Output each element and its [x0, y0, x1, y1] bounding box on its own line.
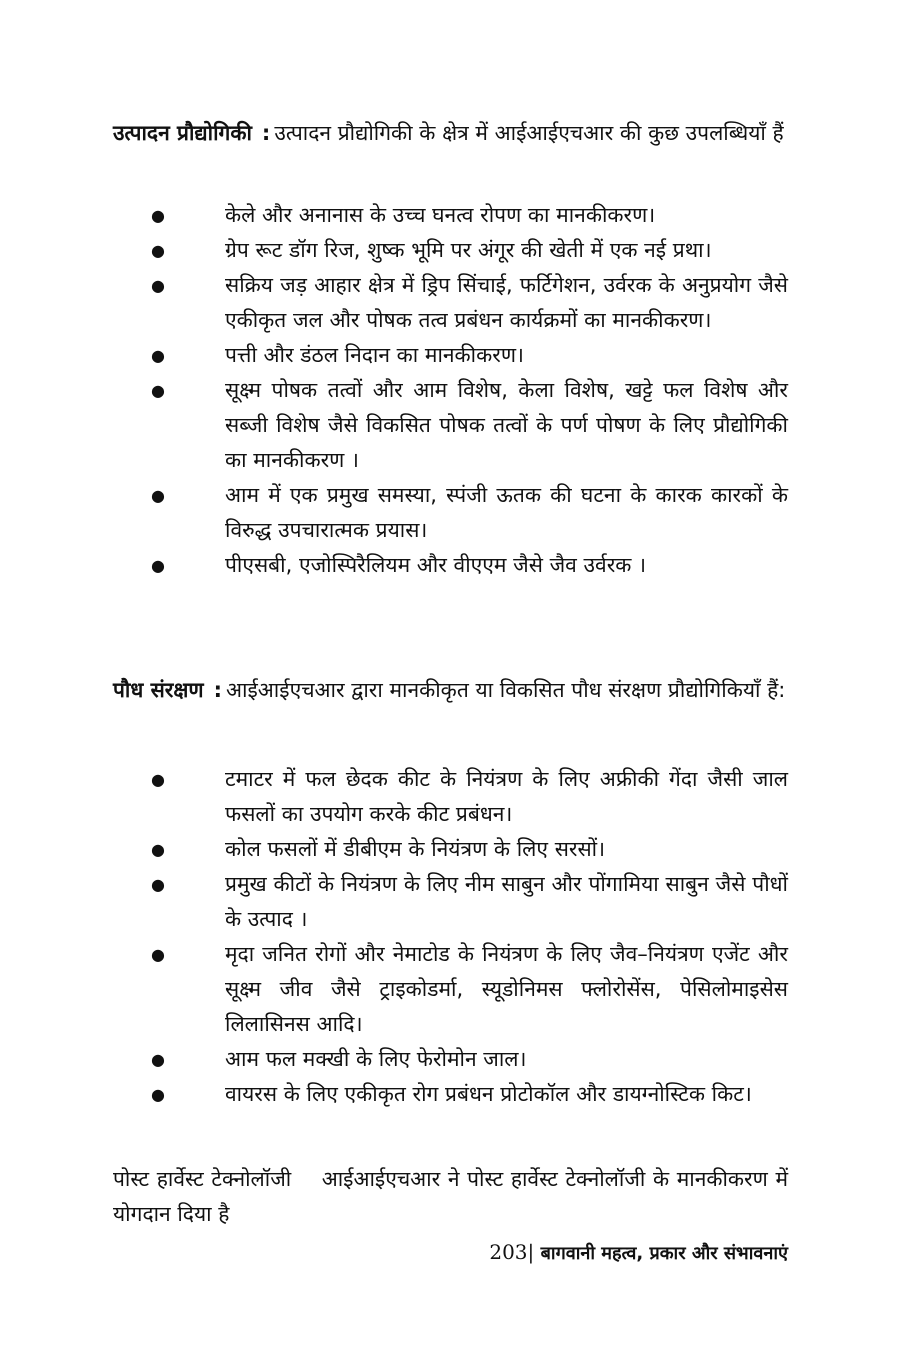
page-footer — [489, 1240, 788, 1265]
list-item: ● सक्रिय जड़ आहार क्षेत्र में ड्रिप सिंचाई, फर्टिगेशन, उर्वरक के अनुप्रयोग जैसे एकीकृत जल और पोषक तत्व प्रबंधन कार्यक्रमों का मानकीकरण। — [113, 268, 788, 338]
production-technology-intro — [113, 116, 788, 151]
list-item: ● टमाटर में फल छेदक कीट के नियंत्रण के लिए अफ्रीकी गेंदा जैसी जाल फसलों का उपयोग करके कीट प्रबंधन। — [113, 762, 788, 832]
production-technology-intro-text: उत्पादन प्रौद्योगिकी के क्षेत्र में आईआईएचआर की कुछ उपलब्धियाँ हैं — [274, 121, 784, 145]
list-item: ● मृदा जनित रोगों और नेमाटोड के नियंत्रण के लिए जैव–नियंत्रण एजेंट और सूक्ष्म जीव जैसे ट्राइकोडर्मा, स्यूडोनिमस फ्लोरोसेंस, पेसिलोमाइसेस लिलासिनस आदि। — [113, 937, 788, 1042]
list-item: ● आम में एक प्रमुख समस्या, स्पंजी ऊतक की घटना के कारक कारकों के विरुद्ध उपचारात्मक प्रयास। — [113, 478, 788, 548]
plant-protection-intro-text: आईआईएचआर द्वारा मानकीकृत या विकसित पौध संरक्षण प्रौद्योगिकियाँ हैं: — [226, 678, 786, 702]
bullet-icon: ● — [151, 206, 165, 225]
bullet-icon: ● — [151, 276, 165, 295]
bullet-icon: ● — [151, 1085, 165, 1104]
bullet-icon: ● — [151, 875, 165, 894]
list-item: ● पत्ती और डंठल निदान का मानकीकरण। — [113, 338, 788, 373]
book-title: बागवानी महत्व, प्रकार और संभावनाएं — [540, 1243, 788, 1264]
list-item: ● केले और अनानास के उच्च घनत्व रोपण का मानकीकरण। — [113, 198, 788, 233]
list-item: ● ग्रेप रूट डॉग रिज, शुष्क भूमि पर अंगूर की खेती में एक नई प्रथा। — [113, 233, 788, 268]
bullet-icon: ● — [151, 770, 165, 789]
bullet-icon: ● — [151, 1050, 165, 1069]
page-number: 203| — [489, 1240, 535, 1264]
plant-protection-intro — [113, 673, 788, 708]
plant-protection-heading: पौध संरक्षण — [113, 678, 204, 702]
bullet-icon: ● — [151, 486, 165, 505]
production-technology-list — [113, 198, 788, 583]
list-item: ● पीएसबी, एजोस्पिरैलियम और वीएएम जैसे जैव उर्वरक । — [113, 548, 788, 583]
bullet-icon: ● — [151, 381, 165, 400]
bullet-icon: ● — [151, 840, 165, 859]
list-item: ● सूक्ष्म पोषक तत्वों और आम विशेष, केला विशेष, खट्टे फल विशेष और सब्जी विशेष जैसे विकसित पोषक तत्वों के पर्ण पोषण के लिए प्रौद्योगिकी का मानकीकरण । — [113, 373, 788, 478]
heading-colon: : — [261, 121, 271, 145]
list-item: ● प्रमुख कीटों के नियंत्रण के लिए नीम साबुन और पोंगामिया साबुन जैसे पौधों के उत्पाद । — [113, 867, 788, 937]
bullet-icon: ● — [151, 241, 165, 260]
production-technology-heading: उत्पादन प्रौद्योगिकी — [113, 121, 252, 145]
bullet-icon: ● — [151, 556, 165, 575]
heading-colon: : — [213, 678, 223, 702]
list-item: ● आम फल मक्खी के लिए फेरोमोन जाल। — [113, 1042, 788, 1077]
bullet-icon: ● — [151, 945, 165, 964]
list-item: ● वायरस के लिए एकीकृत रोग प्रबंधन प्रोटोकॉल और डायग्नोस्टिक किट। — [113, 1077, 788, 1112]
plant-protection-list — [113, 762, 788, 1112]
bullet-icon: ● — [151, 346, 165, 365]
list-item: ● कोल फसलों में डीबीएम के नियंत्रण के लिए सरसों। — [113, 832, 788, 867]
post-harvest-paragraph: पोस्ट हार्वेस्ट टेक्नोलॉजी आईआईएचआर ने पोस्ट हार्वेस्ट टेक्नोलॉजी के मानकीकरण में योगदान दिया है — [113, 1167, 795, 1226]
